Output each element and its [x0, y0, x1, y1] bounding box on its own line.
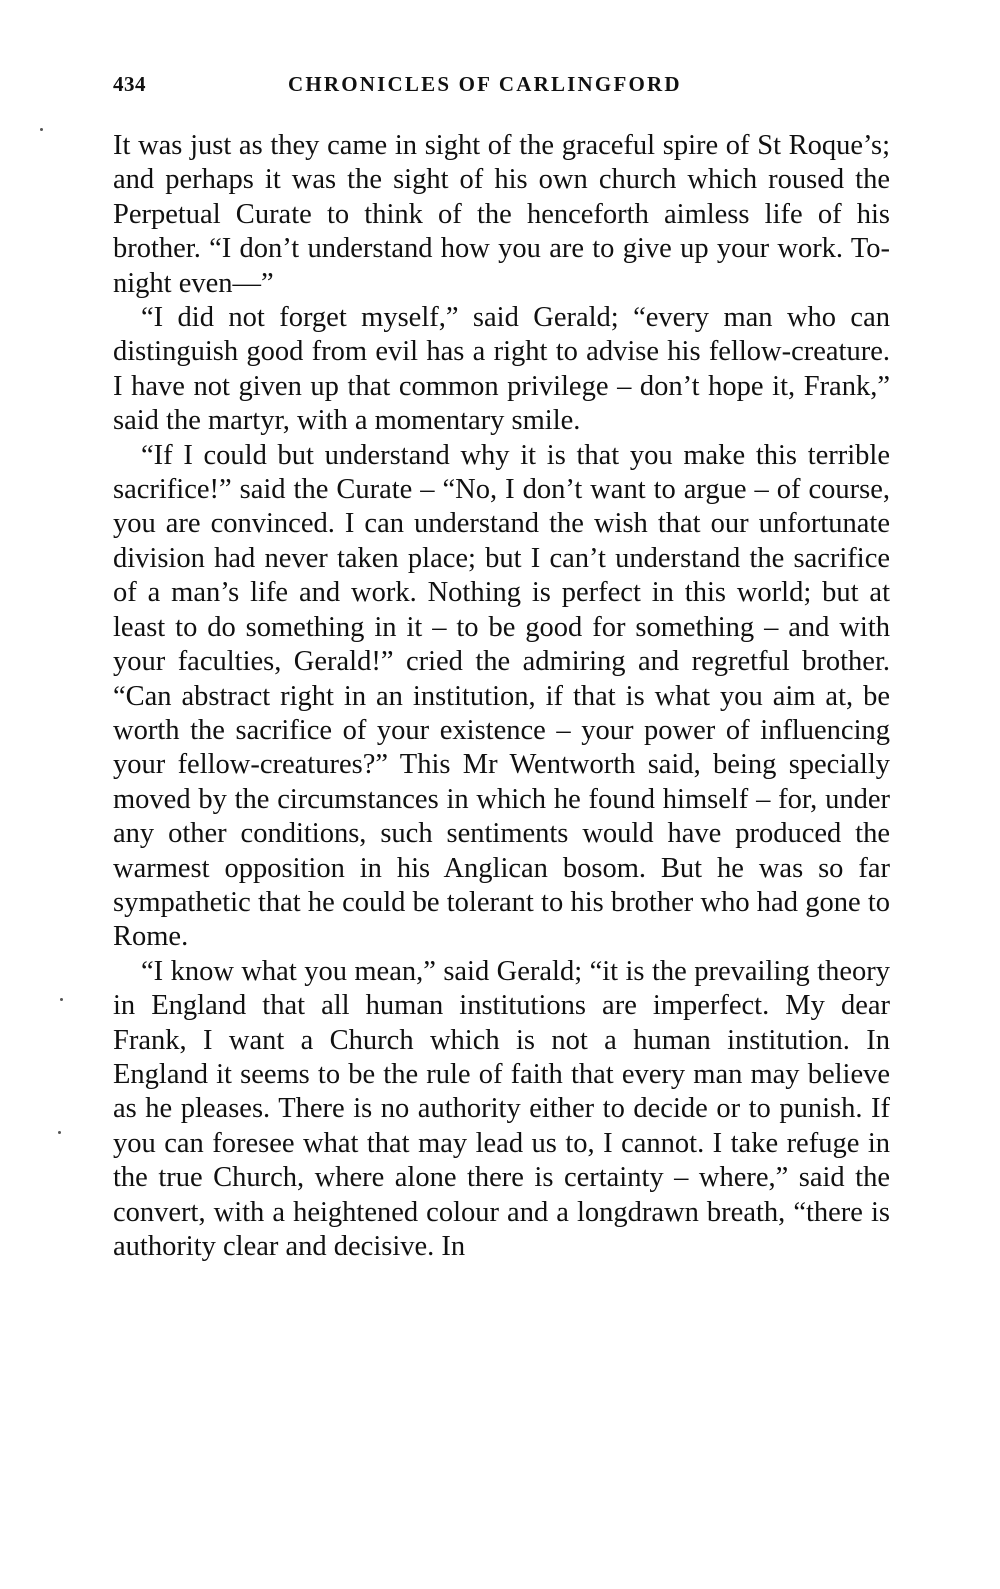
paragraph: “I know what you mean,” said Gerald; “it is the prevailing theory in England that all human institutions are imperfect. My dear Frank, I want a Church which is not a human institution. In England it seems to be the rule of faith that every man may believe as he pleases. There is no authority either to decide or to punish. If you can foresee what that may lead us to, I cannot. I take refuge in the true Church, where alone there is certainty – where,” said the convert, with a heightened colour and a longdrawn breath, “there is authority clear and decisive. In	[113, 955, 890, 1262]
body-text	[113, 129, 890, 1264]
page-number: 434	[113, 72, 146, 96]
scan-speck	[58, 1131, 61, 1134]
paragraph: It was just as they came in sight of the graceful spire of St Roque’s; and perhaps it was the sight of his own church which roused the Perpetual Curate to think of the henceforth aimless life of his brother. “I don’t understand how you are to give up your work. To-night even—”	[113, 130, 890, 299]
paragraph: “I did not forget myself,” said Gerald; “every man who can distinguish good from evil has a right to advise his fellow-creature. I have not given up that common privilege – don’t hope it, Frank,” said the martyr, with a momentary smile.	[113, 302, 890, 437]
scan-speck	[40, 128, 43, 131]
running-title: CHRONICLES OF CARLINGFORD	[288, 72, 682, 96]
page-header	[113, 72, 890, 106]
paragraph: “If I could but understand why it is that you make this terrible sacrifice!” said the Curate – “No, I don’t want to argue – of course, you are convinced. I can understand the wish that our unfortunate division had never taken place; but I can’t understand the sacrifice of a man’s life and work. Nothing is perfect in this world; but at least to do something in it – to be good for something – and with your faculties, Gerald!” cried the admiring and regretful brother. “Can abstract right in an institution, if that is what you aim at, be worth the sacrifice of your existence – your power of influencing your fellow-creatures?” This Mr Wentworth said, being specially moved by the circumstances in which he found himself – for, under any other conditions, such sentiments would have produced the warmest opposition in his Anglican bosom. But he was so far sympathetic that he could be tolerant to his brother who had gone to Rome.	[113, 439, 890, 953]
scan-speck	[60, 998, 63, 1001]
